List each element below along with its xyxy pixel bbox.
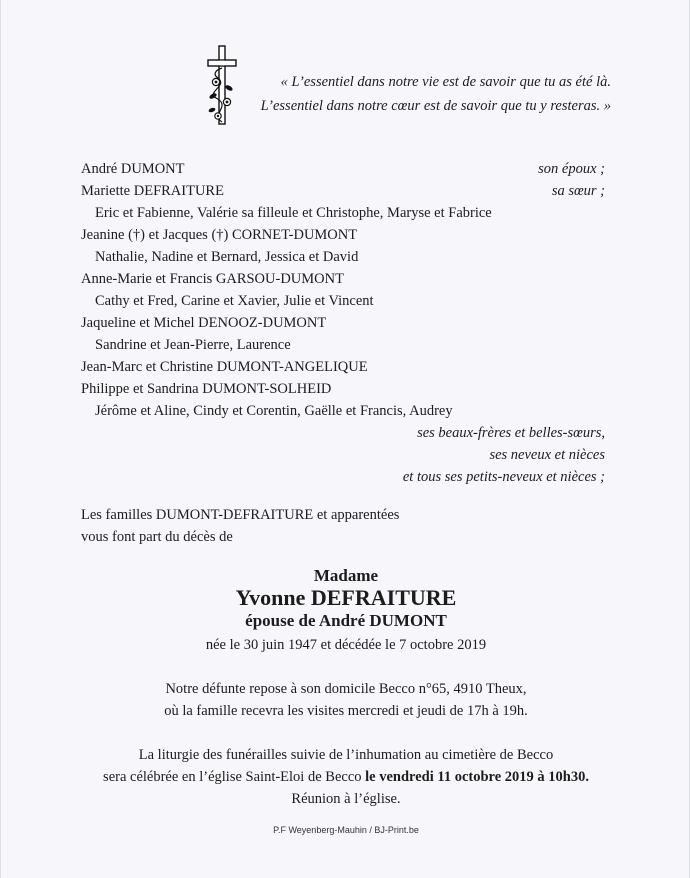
family-member-row [81, 180, 605, 202]
family-member-row [81, 158, 605, 180]
quote-line-2: L’essentiel dans notre cœur est de savoir que tu y resteras. » [260, 98, 611, 114]
deceased-name: Yvonne DEFRAITURE [235, 585, 457, 610]
family-list [81, 158, 605, 488]
family-member-name: Nathalie, Nadine et Bernard, Jessica et David [95, 249, 359, 265]
family-member-name: Jeanine (†) et Jacques (†) CORNET-DUMONT [81, 227, 358, 243]
announcement-intro [81, 504, 581, 548]
family-member-name: Philippe et Sandrina DUMONT-SOLHEID [81, 381, 332, 397]
family-member-role: sa sœur ; [551, 183, 605, 199]
family-member-row [81, 290, 605, 312]
family-member-name: Jean-Marc et Christine DUMONT-ANGELIQUE [81, 359, 368, 375]
cross-with-roses-icon [202, 44, 242, 126]
family-member-row [81, 268, 605, 290]
relatives-summary-line: et tous ses petits-neveux et nièces ; [402, 469, 605, 485]
family-member-row [81, 202, 605, 224]
family-member-row [81, 312, 605, 334]
family-member-row [81, 378, 605, 400]
visitation-line-1: Notre défunte repose à son domicile Becco n°65, 4910 Theux, [165, 681, 527, 697]
family-member-name: André DUMONT [81, 161, 185, 177]
funeral-date-time: le vendredi 11 octobre 2019 à 10h30. [365, 769, 589, 785]
visitation-line-2: où la famille recevra les visites mercredi et jeudi de 17h à 19h. [164, 703, 528, 719]
intro-line-1: Les familles DUMONT-DEFRAITURE et apparentées [81, 507, 400, 523]
relatives-summary-line: ses beaux-frères et belles-sœurs, [417, 425, 605, 441]
visitation-info [1, 678, 690, 722]
funeral-line-3: Réunion à l’église. [291, 791, 401, 807]
family-member-name: Mariette DEFRAITURE [81, 183, 224, 199]
family-member-name: Sandrine et Jean-Pierre, Laurence [95, 337, 291, 353]
funeral-info [1, 744, 690, 810]
family-member-name: Jaqueline et Michel DENOOZ-DUMONT [81, 315, 327, 331]
deceased-spouse: épouse de André DUMONT [245, 611, 447, 630]
family-member-row [81, 400, 605, 422]
family-member-name: Anne-Marie et Francis GARSOU-DUMONT [81, 271, 344, 287]
family-member-name: Eric et Fabienne, Valérie sa filleule et Christophe, Maryse et Fabrice [95, 205, 492, 221]
family-member-row [81, 224, 605, 246]
family-member-row [81, 246, 605, 268]
family-member-row [81, 356, 605, 378]
family-member-name: Jérôme et Aline, Cindy et Corentin, Gaëlle et Francis, Audrey [95, 403, 453, 419]
printer-credit: P.F Weyenberg-Mauhin / BJ-Print.be [273, 825, 419, 835]
funeral-line-2 [1, 766, 690, 788]
family-member-role: son époux ; [538, 161, 605, 177]
epigraph-quote [241, 70, 611, 118]
family-member-name: Cathy et Fred, Carine et Xavier, Julie et Vincent [95, 293, 374, 309]
deceased-title: Madame [313, 566, 379, 585]
intro-line-2: vous font part du décès de [81, 529, 233, 545]
funeral-line-2-text: sera célébrée en l’église Saint-Eloi de Becco [103, 769, 366, 785]
deceased-dates: née le 30 juin 1947 et décédée le 7 octobre 2019 [205, 637, 487, 653]
funeral-line-1: La liturgie des funérailles suivie de l’inhumation au cimetière de Becco [138, 747, 554, 763]
relatives-summary-line: ses neveux et nièces [489, 447, 605, 463]
family-member-row [81, 334, 605, 356]
quote-line-1: « L’essentiel dans notre vie est de savoir que tu as été là. [280, 74, 611, 90]
